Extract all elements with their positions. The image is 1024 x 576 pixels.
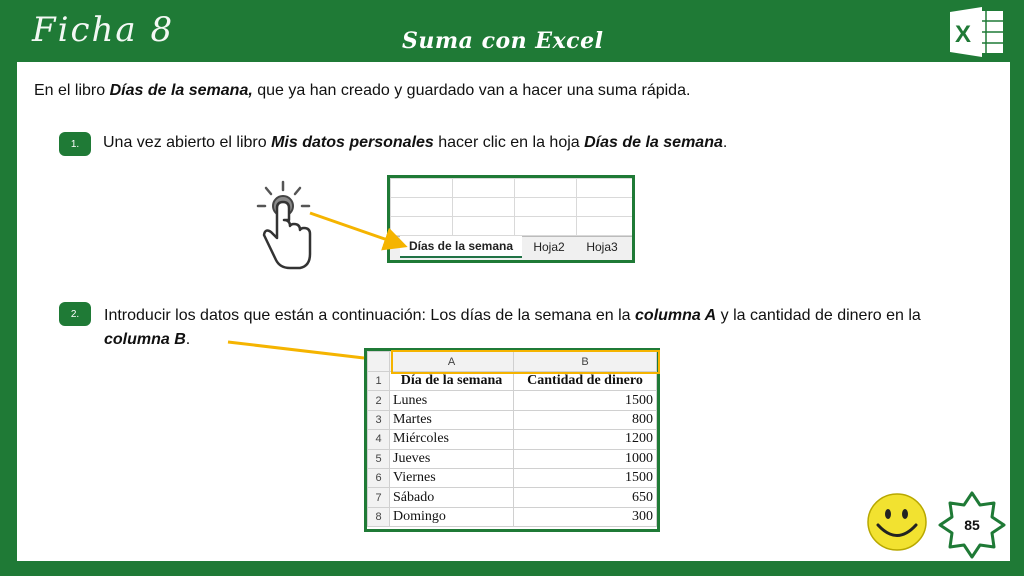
step-2-text: Introducir los datos que están a continuación: Los días de la semana en la columna A y la cantidad de dinero en la columna B. xyxy=(104,307,921,348)
amount-cell: 1200 xyxy=(514,430,657,449)
amount-cell: 1500 xyxy=(514,391,657,410)
amount-cell: 1500 xyxy=(514,468,657,487)
tab-hoja3[interactable]: Hoja3 xyxy=(586,240,618,254)
column-header-a: A xyxy=(390,352,514,372)
page-subtitle: Suma con Excel xyxy=(402,28,604,54)
intro-text: En el libro Días de la semana, que ya han creado y guardado van a hacer una suma rápida. xyxy=(34,82,691,99)
day-cell: Viernes xyxy=(390,468,514,487)
spreadsheet-screenshot xyxy=(364,348,660,532)
svg-text:X: X xyxy=(955,21,972,48)
sheet-tabs-screenshot xyxy=(387,175,635,263)
day-cell: Miércoles xyxy=(390,430,514,449)
day-cell: Martes xyxy=(390,410,514,429)
ficha-title: Ficha 8 xyxy=(32,10,175,50)
header-cell-amount: Cantidad de dinero xyxy=(514,372,657,391)
amount-cell: 800 xyxy=(514,410,657,429)
table-row: 8 Domingo 300 xyxy=(368,507,657,526)
day-cell: Sábado xyxy=(390,488,514,507)
step-1-badge: 1. xyxy=(59,132,91,156)
table-row: 2 Lunes 1500 xyxy=(368,391,657,410)
table-row: 3 Martes 800 xyxy=(368,410,657,429)
table-row: 4 Miércoles 1200 xyxy=(368,430,657,449)
table-row: 7 Sábado 650 xyxy=(368,488,657,507)
header-cell-day: Día de la semana xyxy=(390,372,514,391)
table-row: 5 Jueves 1000 xyxy=(368,449,657,468)
table-row: 6 Viernes 1500 xyxy=(368,468,657,487)
step-1-text: Una vez abierto el libro Mis datos personales hacer clic en la hoja Días de la semana. xyxy=(103,134,728,151)
excel-logo-icon xyxy=(946,6,1008,58)
day-cell: Jueves xyxy=(390,449,514,468)
row-number: 1 xyxy=(368,372,390,391)
page-number: 85 xyxy=(964,517,980,533)
step-2-badge: 2. xyxy=(59,302,91,326)
amount-cell: 300 xyxy=(514,507,657,526)
tab-hoja2[interactable]: Hoja2 xyxy=(533,240,565,254)
tab-dias-de-la-semana[interactable]: Días de la semana xyxy=(400,236,522,258)
amount-cell: 650 xyxy=(514,488,657,507)
smiley-icon xyxy=(866,492,928,552)
data-table xyxy=(367,351,657,527)
day-cell: Domingo xyxy=(390,507,514,526)
hand-click-icon xyxy=(252,180,318,272)
column-header-b: B xyxy=(514,352,657,372)
day-cell: Lunes xyxy=(390,391,514,410)
amount-cell: 1000 xyxy=(514,449,657,468)
